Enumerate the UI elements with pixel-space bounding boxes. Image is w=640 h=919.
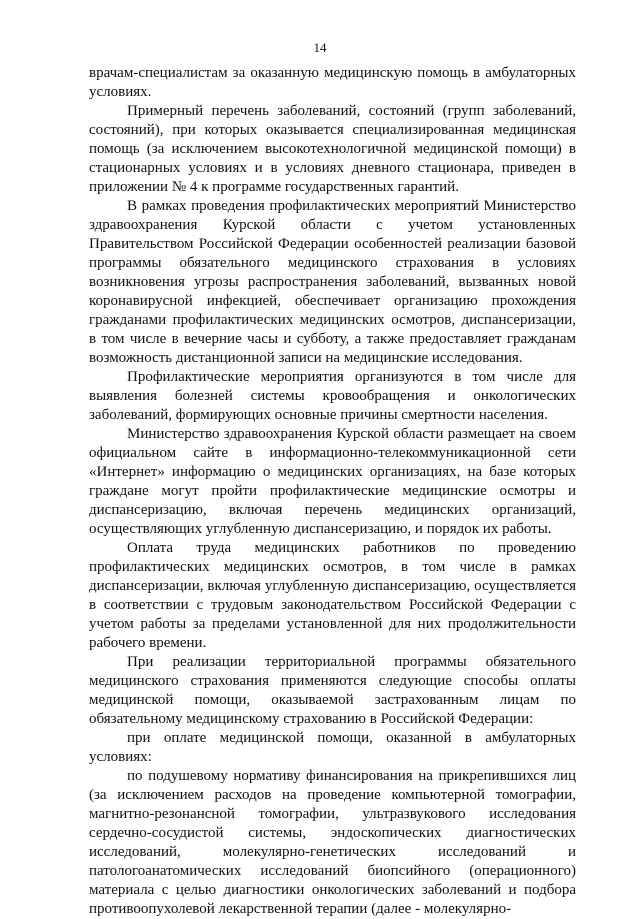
- paragraph-disease-list: Примерный перечень заболеваний, состояний (групп заболеваний, состояний), при которых оказывается специализированная медицинская помощь (за исключением высокотехнологичной медицинской помощи) в стационарных условиях и в условиях дневного стационара, приведен в приложении № 4 к программе государственных гарантий.: [89, 103, 576, 195]
- paragraph-preventive-organization: Профилактические мероприятия организуются в том числе для выявления болезней системы кровообращения и онкологических заболеваний, формирующих основные причины смертности населения.: [89, 369, 576, 423]
- paragraph-payment-methods: При реализации территориальной программы обязательного медицинского страхования применяются следующие способы оплаты медицинской помощи, оказываемой застрахованным лицам по обязательному медицинскому страхованию в Российской Федерации:: [89, 654, 576, 727]
- paragraph-ministry-website: Министерство здравоохранения Курской области размещает на своем официальном сайте в информационно-телекоммуникационной сети «Интернет» информацию о медицинских организациях, на базе которых граждане могут пройти профилактические медицинские осмотры и диспансеризацию, включая перечень медицинских организаций, осуществляющих углубленную диспансеризацию, и порядок их работы.: [89, 426, 576, 537]
- page-body: [89, 64, 576, 919]
- paragraph-per-capita-norm: по подушевому нормативу финансирования на прикрепившихся лиц (за исключением расходов на проведение компьютерной томографии, магнитно-резонансной томографии, ультразвукового исследования сердечно-сосудистой системы, эндоскопических диагностических исследований, молекулярно-генетических исследований и патологоанатомических исследований биопсийного (операционного) материала с целью диагностики онкологических заболеваний и подбора противоопухолевой лекарственной терапии (далее - молекулярно-: [89, 768, 576, 917]
- page-number: 14: [313, 40, 327, 55]
- paragraph-outpatient-payment: при оплате медицинской помощи, оказанной в амбулаторных условиях:: [89, 730, 576, 765]
- paragraph-preventive-measures: В рамках проведения профилактических мероприятий Министерство здравоохранения Курской области с учетом установленных Правительством Российской Федерации особенностей реализации базовой программы обязательного медицинского страхования в условиях возникновения угрозы распространения заболеваний, вызванных новой коронавирусной инфекцией, обеспечивает организацию прохождения гражданами профилактических медицинских осмотров, диспансеризации, в том числе в вечерние часы и субботу, а также предоставляет гражданам возможность дистанционной записи на медицинские исследования.: [89, 198, 576, 366]
- paragraph-labor-payment: Оплата труда медицинских работников по проведению профилактических медицинских осмотров, в том числе в рамках диспансеризации, включая углубленную диспансеризацию, осуществляется в соответствии с трудовым законодательством Российской Федерации с учетом работы за пределами установленной для них продолжительности рабочего времени.: [89, 540, 576, 651]
- paragraph-continuation: врачам-специалистам за оказанную медицинскую помощь в амбулаторных условиях.: [89, 65, 576, 100]
